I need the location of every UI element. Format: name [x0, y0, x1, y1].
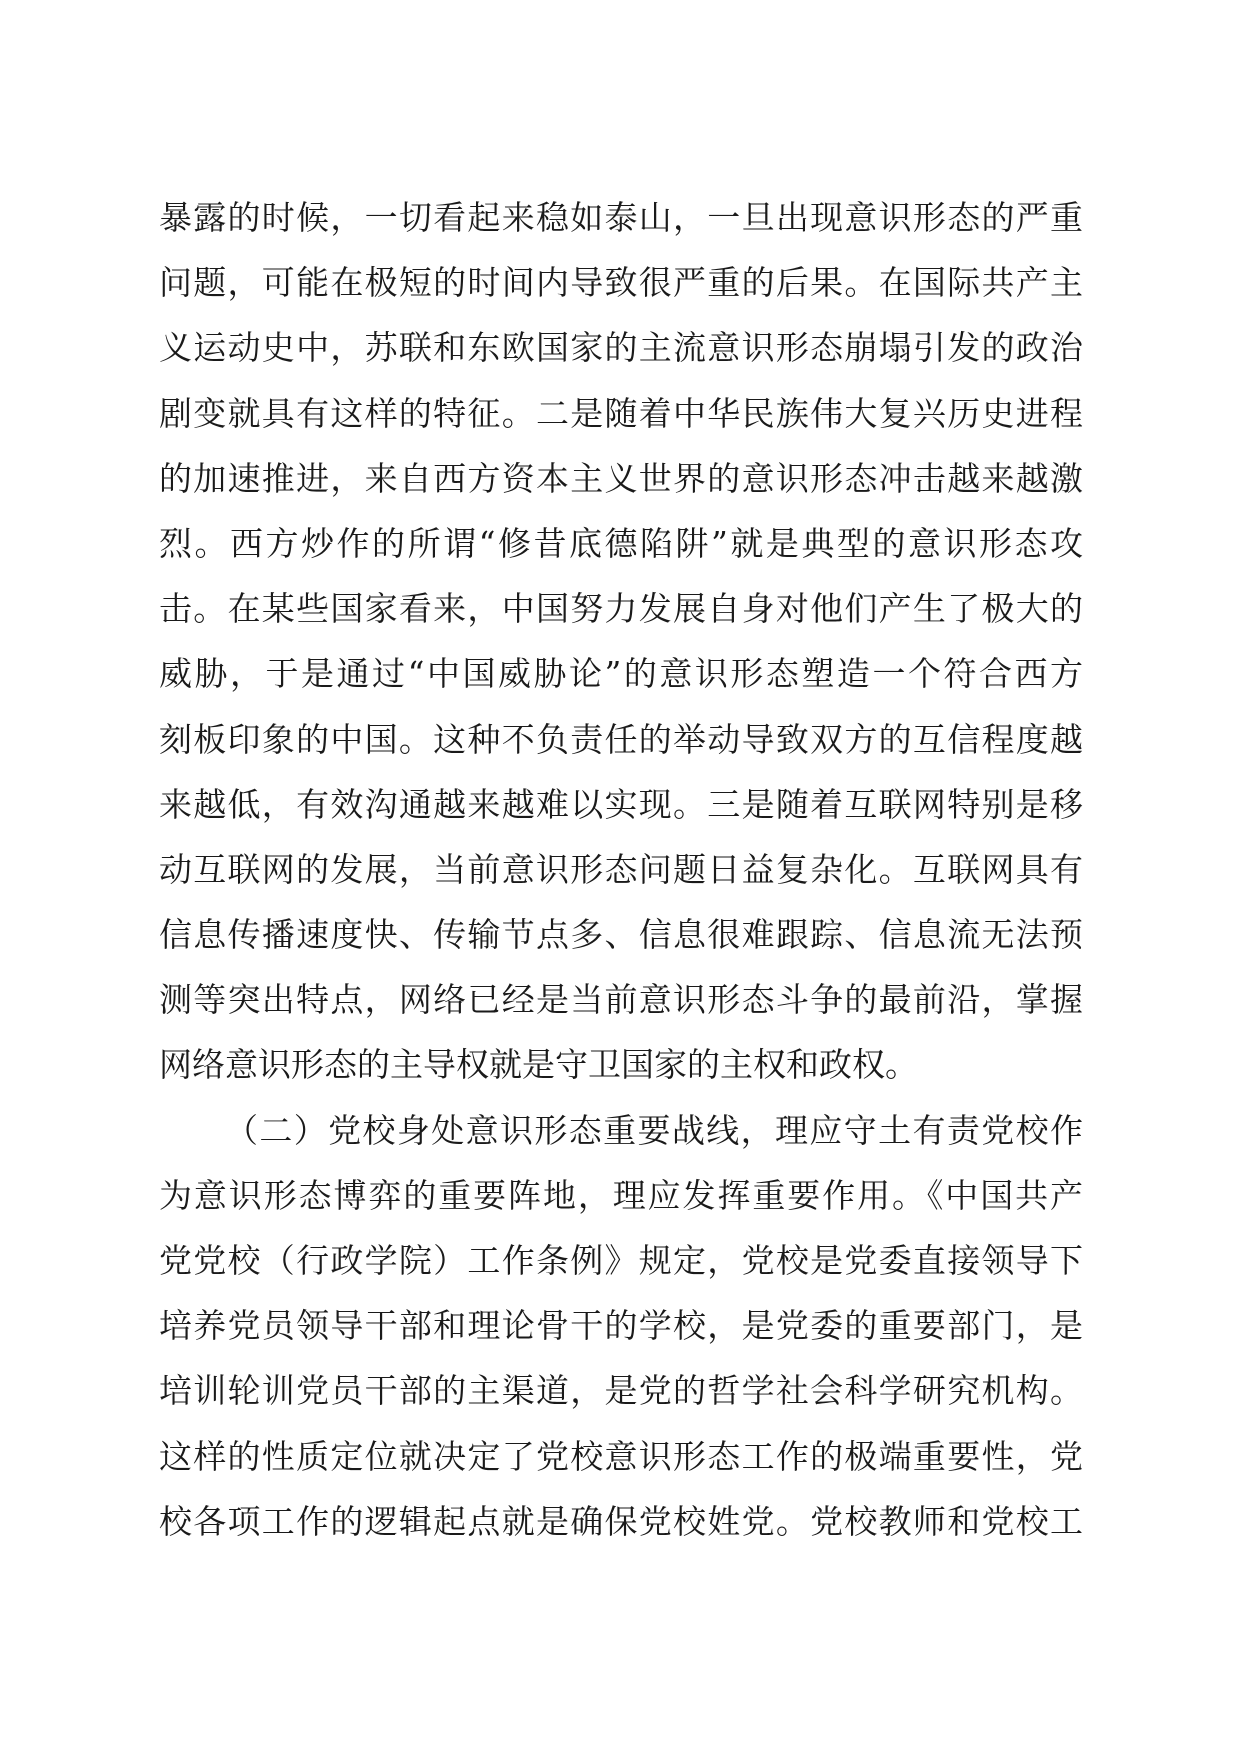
text-line: 这样的性质定位就决定了党校意识形态工作的极端重要性，党 — [159, 1436, 1083, 1476]
text-line: 信息传播速度快、传输节点多、信息很难跟踪、信息流无法预 — [159, 915, 1083, 955]
text-line: 测等突出特点，网络已经是当前意识形态斗争的最前沿，掌握 — [159, 980, 1083, 1020]
text-line: 培养党员领导干部和理论骨干的学校，是党委的重要部门，是 — [159, 1306, 1083, 1346]
text-line: 刻板印象的中国。这种不负责任的举动导致双方的互信程度越 — [159, 719, 1083, 759]
text-line: 为意识形态博弈的重要阵地，理应发挥重要作用。《中国共产 — [159, 1175, 1083, 1215]
text-line: 问题，可能在极短的时间内导致很严重的后果。在国际共产主 — [159, 263, 1083, 303]
section-heading-line: （二）党校身处意识形态重要战线，理应守土有责党校作 — [225, 1110, 1083, 1150]
text-line: 剧变就具有这样的特征。二是随着中华民族伟大复兴历史进程 — [159, 393, 1083, 433]
body-text — [159, 185, 1083, 1554]
text-line: 校各项工作的逻辑起点就是确保党校姓党。党校教师和党校工 — [159, 1501, 1083, 1541]
text-line: 义运动史中，苏联和东欧国家的主流意识形态崩塌引发的政治 — [159, 328, 1083, 368]
text-line: 的加速推进，来自西方资本主义世界的意识形态冲击越来越激 — [159, 458, 1083, 498]
text-line: 烈。西方炒作的所谓“修昔底德陷阱”就是典型的意识形态攻 — [159, 523, 1083, 563]
text-line: 来越低，有效沟通越来越难以实现。三是随着互联网特别是移 — [159, 784, 1083, 824]
text-line: 党党校（行政学院）工作条例》规定，党校是党委直接领导下 — [159, 1241, 1083, 1280]
text-line: 暴露的时候，一切看起来稳如泰山，一旦出现意识形态的严重 — [159, 198, 1083, 237]
text-line: 威胁，于是通过“中国威胁论”的意识形态塑造一个符合西方 — [159, 654, 1083, 694]
text-line: 动互联网的发展，当前意识形态问题日益复杂化。互联网具有 — [159, 849, 1083, 889]
text-line: 击。在某些国家看来，中国努力发展自身对他们产生了极大的 — [159, 589, 1083, 629]
paragraph-end-line: 网络意识形态的主导权就是守卫国家的主权和政权。 — [159, 1045, 918, 1085]
text-line: 培训轮训党员干部的主渠道，是党的哲学社会科学研究机构。 — [159, 1371, 1083, 1411]
